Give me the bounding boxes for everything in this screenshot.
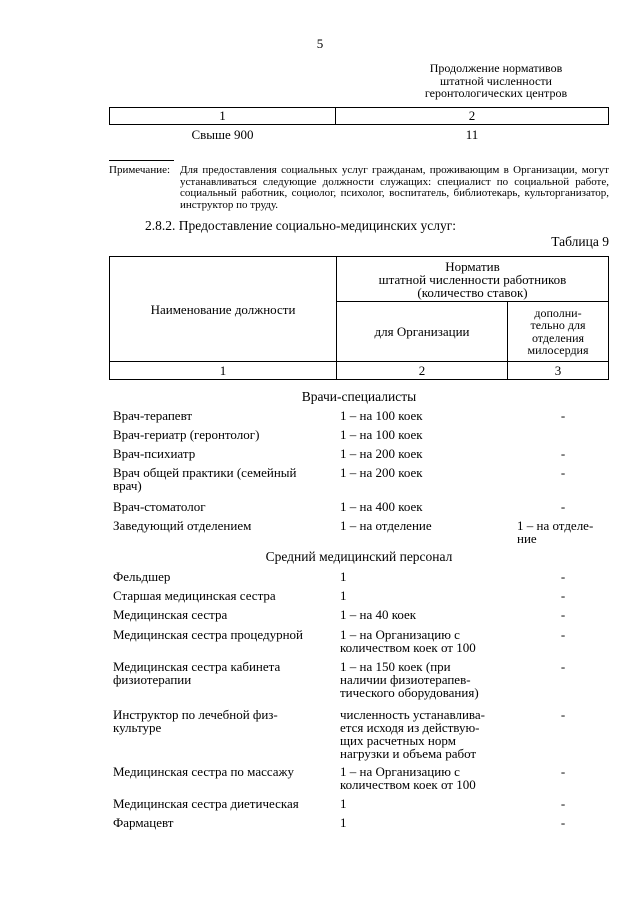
norm-value-line: 1 – на 200 коек — [340, 465, 423, 480]
extra-value — [513, 447, 613, 460]
note-label: Примечание: — [109, 164, 171, 176]
extra-value-line: - — [560, 465, 566, 480]
extra-value — [513, 570, 613, 583]
norm-value-line: 1 – на Организацию с — [340, 764, 460, 779]
extra-value-line: - — [560, 446, 566, 461]
extra-value — [513, 500, 613, 513]
extra-value — [513, 608, 613, 621]
position-name-line: Медицинская сестра кабинета — [113, 659, 281, 674]
norm-value — [340, 447, 510, 460]
norm-value-line: 1 – на Организацию с — [340, 627, 460, 642]
position-name-line: Старшая медицинская сестра — [113, 588, 276, 603]
norm-value-line: 1 — [340, 569, 347, 584]
extra-header-line: тельно для — [530, 318, 586, 333]
extra-value-line: - — [560, 499, 566, 514]
column-number: 1 — [110, 362, 337, 380]
col-header-norm — [337, 257, 609, 302]
col-header-position: Наименование должности — [110, 257, 337, 362]
note-divider — [109, 160, 174, 161]
table-caption: Таблица 9 — [551, 234, 609, 249]
continuation-line: Продолжение нормативов — [429, 61, 563, 75]
extra-value — [513, 816, 613, 829]
column-number: 2 — [337, 362, 508, 380]
group-title: Средний медицинский персонал — [265, 549, 453, 564]
extra-header-line: дополни- — [534, 305, 582, 320]
norm-value — [340, 589, 510, 602]
norm-value-line: 1 – на 200 коек — [340, 446, 423, 461]
norm-value — [340, 816, 510, 829]
continuation-line: штатной численности — [440, 73, 552, 88]
norm-value-line: 1 – на 150 коек (при — [340, 659, 451, 674]
note-text: Для предоставления социальных услуг гражданам, проживающим в Организации, могут устанавливаться следующие должности служащих: специалист по социальной работе, социальный работник, социолог, психолог, воспитатель, библиотекарь, культорганизатор, инструктор по труду. — [180, 164, 609, 211]
extra-header-line: отделения — [531, 330, 585, 345]
position-name — [113, 608, 333, 621]
table-cell: Свыше 900 — [191, 127, 254, 142]
position-name-line: Медицинская сестра диетическая — [113, 796, 299, 811]
norm-value-line: численность устанавлива- — [340, 707, 485, 722]
extra-value — [513, 660, 613, 673]
extra-value — [513, 409, 613, 422]
continuation-table — [109, 107, 609, 143]
norm-value-line: наличии физиотерапев- — [340, 672, 471, 687]
norm-value-line: ется исходя из действую- — [340, 720, 480, 735]
extra-value-line: - — [560, 815, 566, 830]
extra-value-line: - — [560, 408, 566, 423]
norm-header-line: Норматив — [445, 258, 500, 274]
norm-value-line: нагрузки и объема работ — [340, 746, 477, 761]
norm-value-line: 1 – на отделение — [340, 518, 432, 533]
position-name-line: Врач общей практики (семейный — [113, 465, 297, 480]
position-name-line: Заведующий отделением — [113, 518, 252, 533]
norm-value — [340, 500, 510, 513]
extra-value — [517, 519, 607, 545]
position-name — [113, 570, 333, 583]
position-name-line: Фармацевт — [113, 815, 174, 830]
extra-value — [513, 589, 613, 602]
table-cell: 11 — [465, 127, 479, 142]
extra-header-line: милосердия — [527, 343, 589, 358]
column-number: 1 — [110, 108, 336, 125]
norm-value — [340, 765, 510, 791]
norm-value-line: щих расчетных норм — [340, 733, 456, 748]
extra-value-line: - — [560, 707, 566, 722]
norm-value — [340, 628, 510, 654]
position-name — [113, 428, 333, 441]
norm-header-line: (количество ставок) — [417, 284, 528, 300]
extra-value — [513, 466, 613, 479]
extra-value-line: - — [560, 588, 566, 603]
extra-value-line: - — [560, 569, 566, 584]
position-name — [113, 708, 333, 734]
position-name — [113, 466, 333, 492]
norm-value-line: 1 – на 100 коек — [340, 427, 423, 442]
extra-value-line: - — [560, 627, 566, 642]
position-name — [113, 628, 333, 641]
norm-value — [340, 428, 510, 441]
position-name-line: Врач-гериатр (геронтолог) — [113, 427, 260, 442]
norm-value-line: количеством коек от 100 — [340, 640, 476, 655]
position-name — [113, 500, 333, 513]
position-name-line: Медицинская сестра процедурной — [113, 627, 304, 642]
norm-value — [340, 608, 510, 621]
norm-value-line: 1 — [340, 588, 347, 603]
norm-value — [340, 570, 510, 583]
norm-value-line: количеством коек от 100 — [340, 777, 476, 792]
position-name — [113, 660, 333, 686]
position-name-line: Фельдшер — [113, 569, 171, 584]
position-name-line: Врач-психиатр — [113, 446, 196, 461]
position-name-line: культуре — [113, 720, 162, 735]
norm-value-line: 1 – на 100 коек — [340, 408, 423, 423]
position-name — [113, 447, 333, 460]
extra-value-line: 1 – на отделе- — [517, 518, 594, 533]
extra-value — [513, 708, 613, 721]
extra-value-line: - — [560, 796, 566, 811]
position-name — [113, 519, 333, 532]
position-name — [113, 589, 333, 602]
extra-value-line: ние — [517, 531, 537, 546]
column-number: 2 — [336, 108, 609, 125]
norm-value — [340, 797, 510, 810]
section-title: 2.8.2. Предоставление социально-медицинских услуг: — [145, 218, 457, 233]
norm-value-line: 1 — [340, 796, 347, 811]
norm-value — [340, 409, 510, 422]
extra-value — [513, 797, 613, 810]
table-row — [110, 125, 609, 144]
position-name-line: Медицинская сестра по массажу — [113, 764, 295, 779]
extra-value — [513, 628, 613, 641]
norm-value — [340, 660, 510, 699]
position-name — [113, 797, 333, 810]
position-name-line: врач) — [113, 478, 142, 493]
extra-value-line: - — [560, 659, 566, 674]
position-name-line: Медицинская сестра — [113, 607, 228, 622]
norm-value-line: 1 – на 400 коек — [340, 499, 423, 514]
norm-value — [340, 519, 510, 532]
position-name — [113, 816, 333, 829]
extra-value — [513, 765, 613, 778]
col-header-extra — [508, 302, 609, 362]
position-name-line: Врач-стоматолог — [113, 499, 206, 514]
position-name-line: Врач-терапевт — [113, 408, 193, 423]
norm-value-line: тического оборудования) — [340, 685, 479, 700]
group-title: Врачи-специалисты — [301, 389, 417, 404]
table-header-row — [110, 108, 609, 125]
position-name — [113, 409, 333, 422]
column-number: 3 — [508, 362, 609, 380]
continuation-heading — [386, 62, 606, 100]
norm-value-line: 1 — [340, 815, 347, 830]
position-name-line: физиотерапии — [113, 672, 192, 687]
norm-value — [340, 466, 510, 479]
norm-header-line: штатной численности работников — [378, 271, 567, 287]
position-name — [113, 765, 333, 778]
continuation-line: геронтологических центров — [424, 86, 568, 100]
extra-value-line: - — [560, 764, 566, 779]
extra-value-line: - — [560, 607, 566, 622]
col-header-org: для Организации — [337, 302, 508, 362]
table9-header — [109, 256, 609, 380]
position-name-line: Инструктор по лечебной физ- — [113, 707, 278, 722]
norm-value-line: 1 – на 40 коек — [340, 607, 417, 622]
norm-value — [340, 708, 510, 760]
page-number: 5 — [316, 36, 324, 51]
